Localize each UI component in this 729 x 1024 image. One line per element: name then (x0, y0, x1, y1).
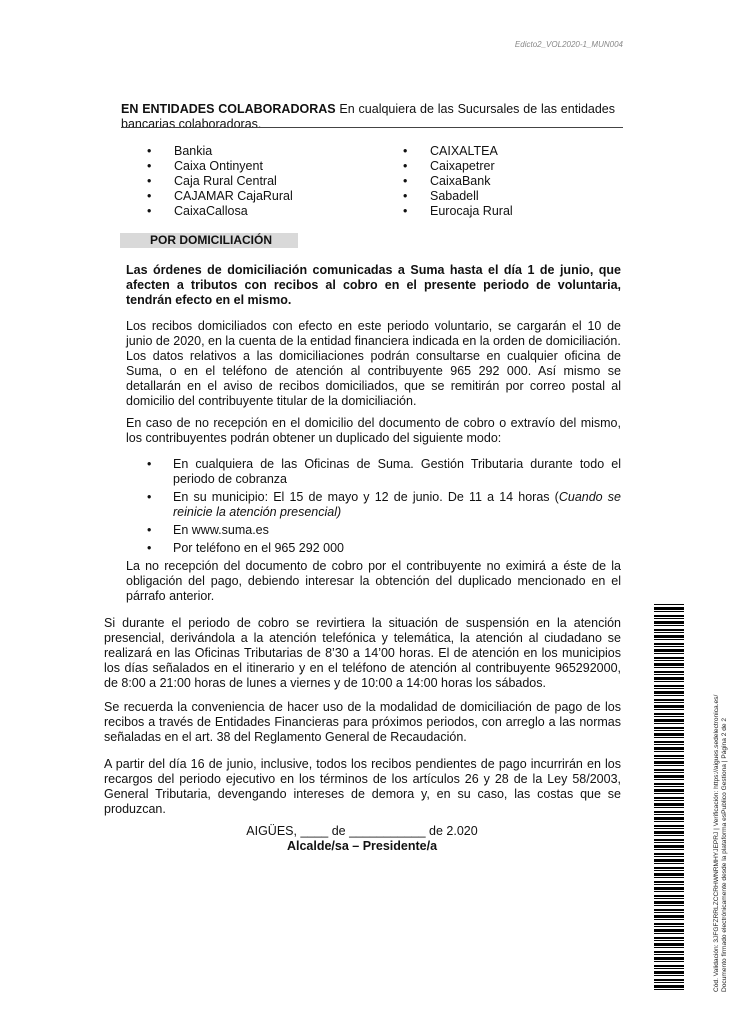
list-item: • Por teléfono en el 965 292 000 (147, 541, 621, 556)
entities-label: EN ENTIDADES COLABORADORAS (121, 102, 336, 116)
entities-text: En cualquiera de las Sucursales de las entidades bancarias colaboradoras. (121, 102, 615, 131)
bank-list-right (403, 144, 513, 219)
bank-item: • CAIXALTEA (403, 144, 513, 159)
list-item-text: En su municipio: El 15 de mayo y 12 de junio. De 11 a 14 horas ( (173, 490, 559, 504)
place-date-line: AIGÜES, ____ de ___________ de 2.020 (246, 824, 478, 838)
bank-item: • Bankia (147, 144, 293, 159)
barcode (654, 604, 684, 991)
bank-item: • CaixaCallosa (147, 204, 293, 219)
list-item: • En cualquiera de las Oficinas de Suma. Gestión Tributaria durante todo el periodo de cobranza (147, 457, 621, 487)
domiciliacion-para-1: Los recibos domiciliados con efecto en este periodo voluntario, se cargarán el 10 de junio de 2020, en la cuenta de la entidad financiera indicada en la orden de domiciliación. (126, 319, 621, 348)
verification-text (713, 652, 729, 992)
bank-item: • CAJAMAR CajaRural (147, 189, 293, 204)
bank-list-left (147, 144, 293, 219)
section-divider (121, 127, 623, 128)
bank-item: • Eurocaja Rural (403, 204, 513, 219)
bank-item: • Sabadell (403, 189, 513, 204)
domiciliacion-heading: POR DOMICILIACIÓN (120, 233, 298, 248)
recommendation-paragraph: Se recuerda la conveniencia de hacer uso de la modalidad de domiciliación de pago de los recibos a través de Entidades Financieras para próximos periodos, con arreglo a las normas señaladas en el art. 38 del Reglamento General de Recaudación. (104, 700, 621, 744)
recargos-paragraph: A partir del día 16 de junio, inclusive, todos los recibos pendientes de pago incurrirán en los recargos del periodo ejecutivo en los términos de los artículos 26 y 28 de la Ley 58/2003, General Tributaria, devengando intereses de demora y, en su caso, las costas que se produzcan. (104, 757, 621, 816)
signatory-title: Alcalde/sa – Presidente/a (286, 839, 438, 853)
duplicate-options-list (147, 457, 621, 559)
domiciliacion-intro: Las órdenes de domiciliación comunicadas a Suma hasta el día 1 de junio, que afecten a tributos con recibos al cobro en el presente periodo de voluntaria, tendrán efecto en el mismo. (126, 263, 621, 307)
verification-line-2: Documento firmado electrónicamente desde la plataforma esPublico Gestiona | Página 2 de 2 (721, 717, 728, 992)
bank-item: • Caja Rural Central (147, 174, 293, 189)
verification-line-1: Cód. Validación: 3JFGFZRRLZCCRHWNRMHYJEPRJ | Verificación: https://aigues.sedelectronica.es/ (713, 694, 720, 992)
list-item-note: Cuando se reinicie la atención presencial) (173, 490, 621, 519)
signature-block (0, 824, 724, 854)
domiciliacion-para-2: Los datos relativos a las domiciliaciones podrán consultarse en cualquier oficina de Suma, o en el teléfono de atención al contribuyente 965 292 000. Así mismo se detallarán en el aviso de recibos domiciliados, que se remitirán por correo postal al domicilio del contribuyente titular de la domiciliación. (126, 349, 621, 408)
bank-item: • Caixa Ontinyent (147, 159, 293, 174)
list-item (147, 490, 621, 520)
domiciliacion-para-4: La no recepción del documento de cobro por el contribuyente no eximirá a éste de la obligación del pago, debiendo interesar la obtención del duplicado mencionado en el párrafo anterior. (126, 559, 621, 603)
list-item: • En www.suma.es (147, 523, 621, 538)
bank-item: • CaixaBank (403, 174, 513, 189)
suspension-paragraph: Si durante el periodo de cobro se revirtiera la situación de suspensión en la atención presencial, derivándola a la atención telefónica y telemática, la atención al ciudadano se realizará en las Oficinas Tributarias de 8’30 a 14’00 horas. El de atención en los municipios los días señalados en el itinerario y en el teléfono de atención al contribuyente 965292000, de 8:00 a 21:00 horas de lunes a viernes y de 10:00 a 14:00 horas los sábados. (104, 616, 621, 690)
document-code: Edicto2_VOL2020-1_MUN004 (514, 40, 623, 49)
bank-item: • Caixapetrer (403, 159, 513, 174)
domiciliacion-para-3: En caso de no recepción en el domicilio del documento de cobro o extravío del mismo, los contribuyentes podrán obtener un duplicado del siguiente modo: (126, 416, 621, 445)
